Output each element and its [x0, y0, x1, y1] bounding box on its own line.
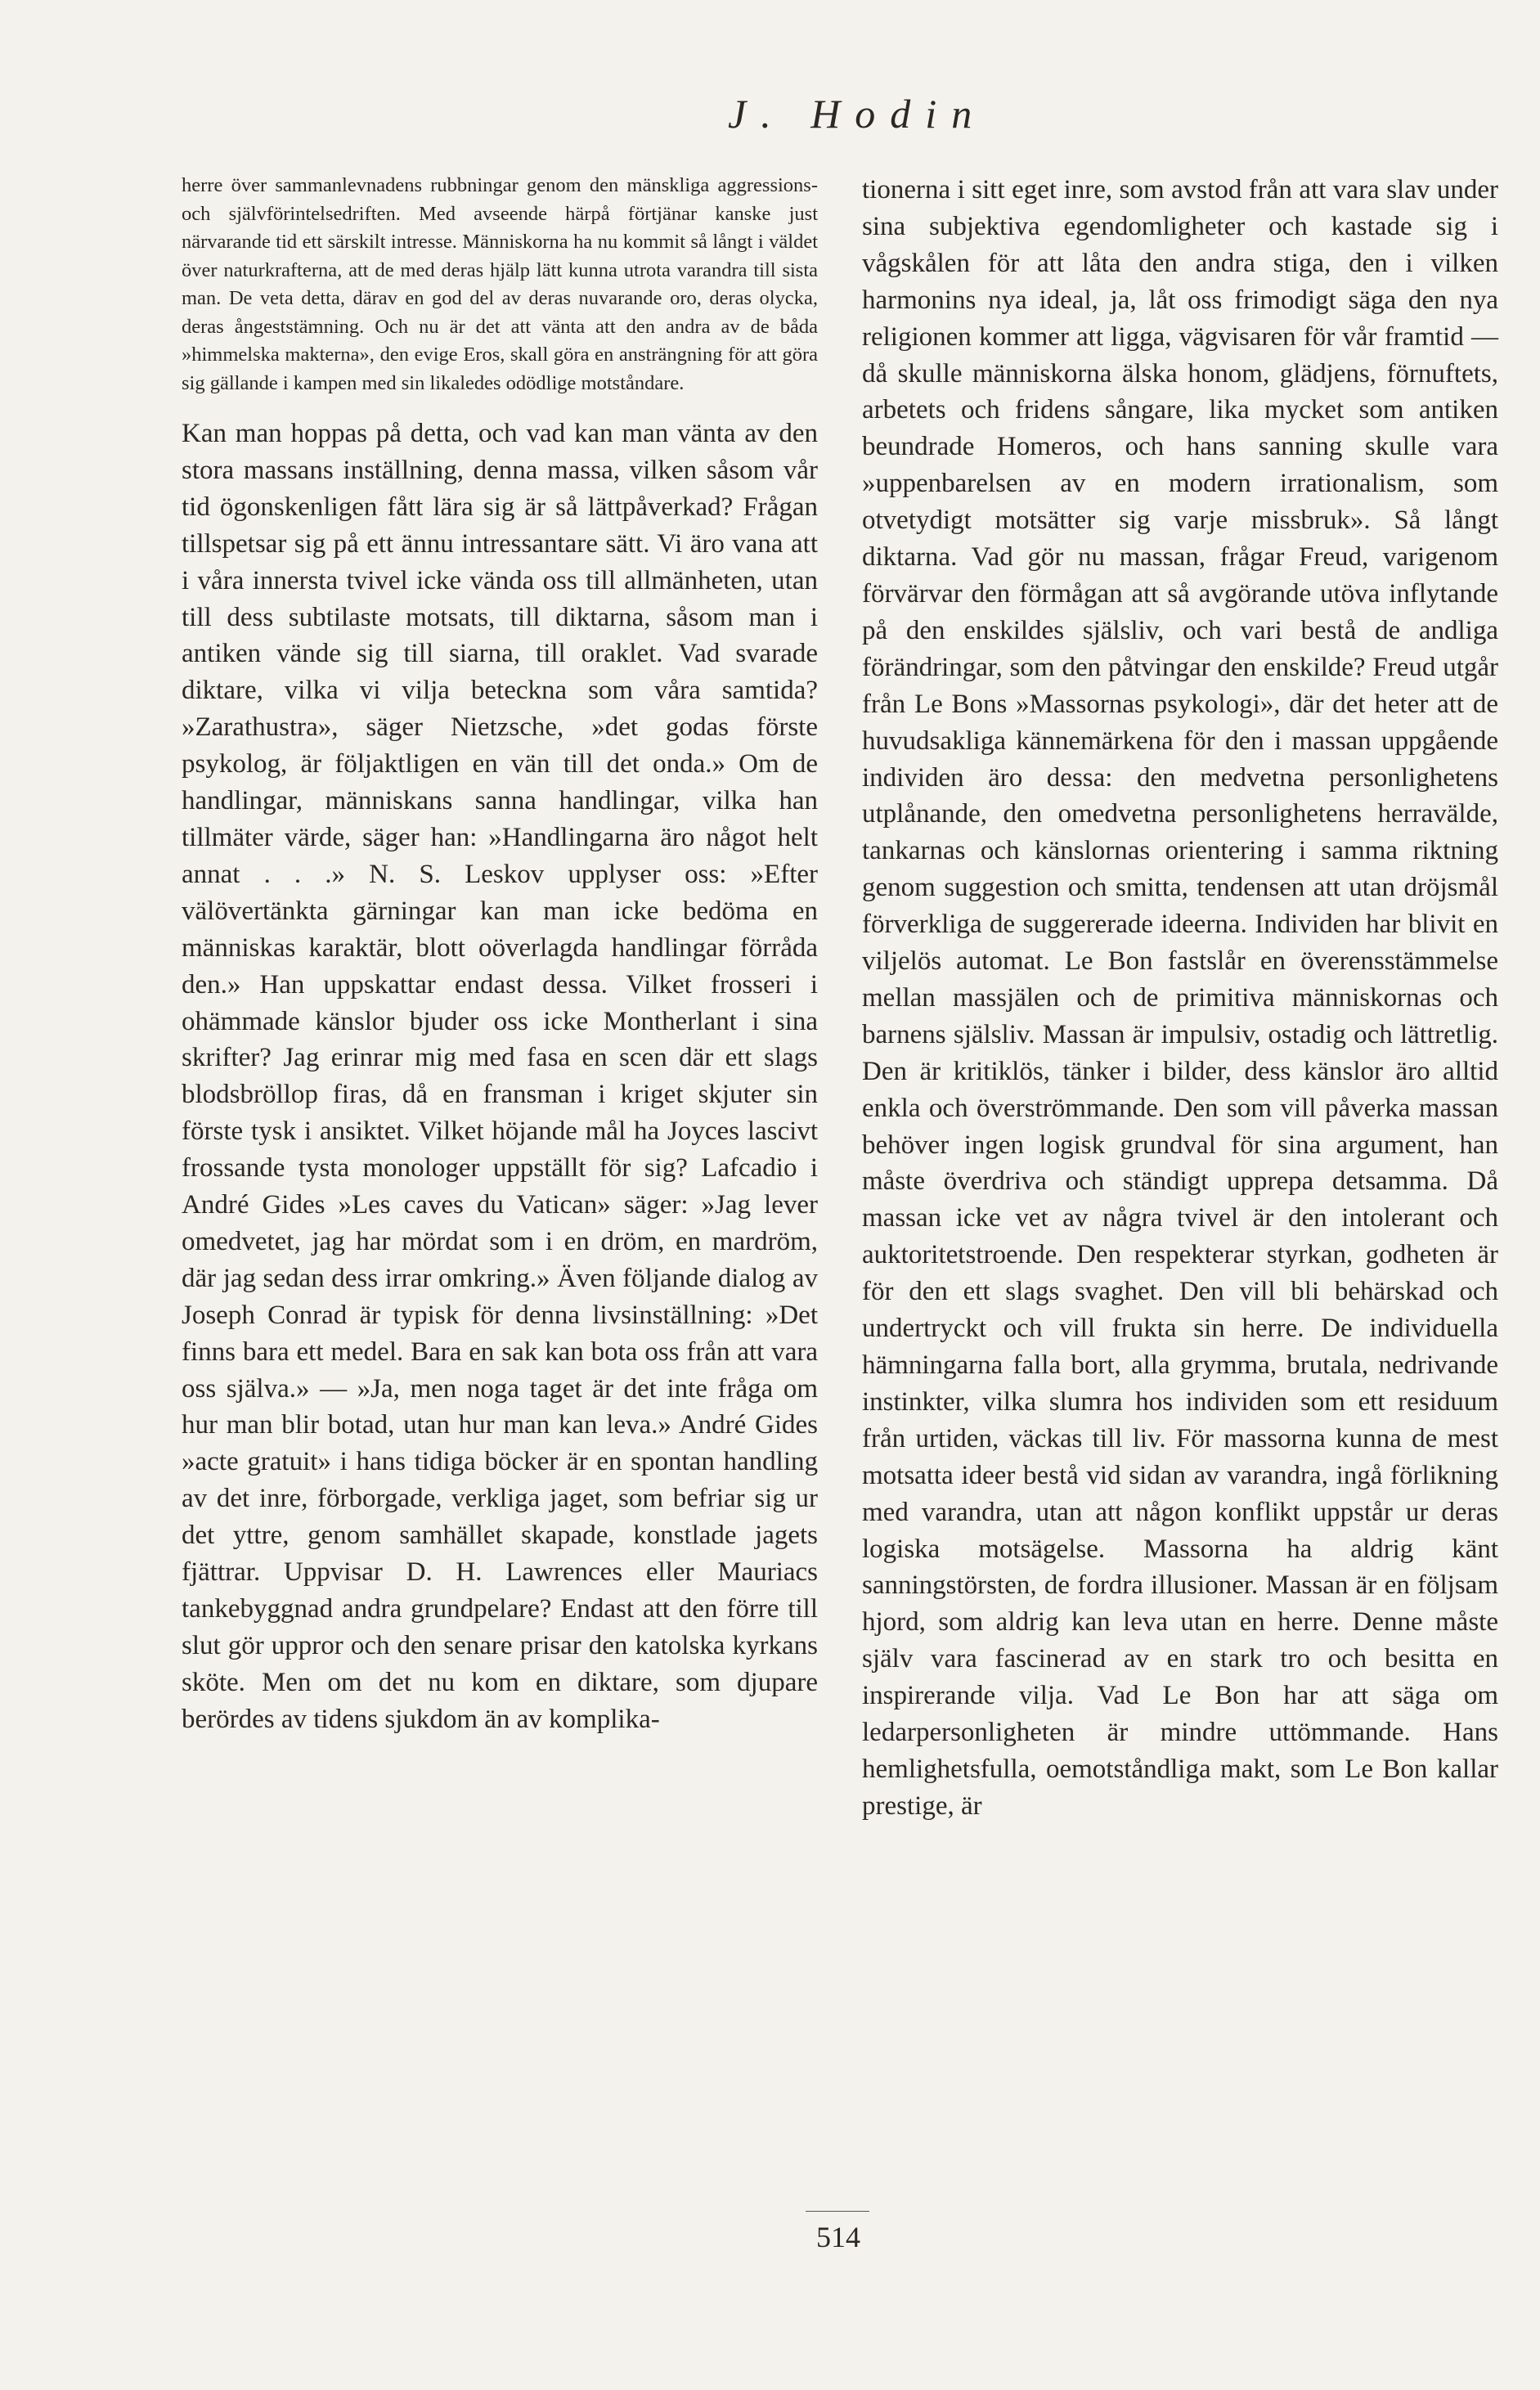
body-paragraph-left: Kan man hoppas på detta, och vad kan man vänta av den stora massans inställning, denna massa, vilken såsom vår tid ögonskenligen fått lära sig är så lättpåverkad? Frågan tillspetsar sig på ett ännu intressantare sätt. Vi äro vana att i våra innersta tvivel icke vända oss till allmänheten, utan till dess subtilaste motsats, till diktarna, såsom man i antiken vände sig till siarna, till oraklet. Vad svarade diktare, vilka vi vilja beteckna som våra samtida? »Zarathustra», säger Nietzsche, »det godas förste psykolog, är följaktligen en vän till det onda.» Om de handlingar, människans sanna handlingar, vilka han tillmäter värde, säger han: »Handlingarna äro något helt annat . . .» N. S. Leskov upplyser oss: »Efter välövertänkta gärningar kan man icke bedöma en människas karaktär, blott oöverlagda handlingar förråda den.» Han uppskattar endast dessa. Vilket frosseri i ohämmade känslor bjuder oss icke Montherlant i sina skrifter? Jag erinrar mig med fasa en scen där ett slags blodsbröllop firas, då en fransman i kriget skjuter sin förste tysk i ansiktet. Vilket höjande mål ha Joyces lascivt frossande tysta monologer uppställt för sig? Lafcadio i André Gides »Les caves du Vatican» säger: »Jag lever omedvetet, jag har mördat som i en dröm, en mardröm, där jag sedan dess irrar omkring.» Även följande dialog av Joseph Conrad är typisk för denna livsinställning: »Det finns bara ett medel. Bara en sak kan bota oss från att vara oss själva.» — »Ja, men noga taget är det inte fråga om hur man blir botad, utan hur man kan leva.» André Gides »acte gratuit» i hans tidiga böcker är en spontan handling av det inre, förborgade, verkliga jaget, som befriar sig ur det yttre, genom samhället skapade, konstlade jagets fjättrar. Uppvisar D. H. Lawrences eller Mauriacs tankebyggnad andra grundpelare? Endast att den förre till slut gör uppror och den senare prisar den katolska kyrkans sköte. Men om det nu kom en diktare, som djupare berördes av tidens sjukdom än av komplika- [182, 419, 818, 1734]
body-paragraph-right: tionerna i sitt eget inre, som avstod från att vara slav under sina subjektiva egendomligheter och kastade sig i vågskålen för att låta den andra stiga, den i vilken harmonins nya ideal, ja, låt oss frimodigt säga den nya religionen kommer att ligga, vägvisaren för vår framtid — då skulle människorna älska honom, glädjens, förnuftets, arbetets och fridens sångare, lika mycket som antiken beundrade Homeros, och hans sanning skulle vara »uppenbarelsen av en modern irrationalism, som otvetydigt motsätter sig varje missbruk». Så långt diktarna. Vad gör nu massan, frågar Freud, varigenom förvärvar den förmågan att så avgörande utöva inflytande på den enskildes själsliv, och vari bestå de andliga förändringar, som den påtvingar den enskilde? Freud utgår från Le Bons »Massornas psykologi», där det heter att de huvudsakliga kännemärkena för den i massan uppgående individen äro dessa: den medvetna personlighetens utplånande, den omedvetna personlighetens herravälde, tankarnas och känslornas orientering i samma riktning genom suggestion och smitta, tendensen att utan dröjsmål förverkliga de suggererade ideerna. Individen har blivit en viljelös automat. Le Bon fastslår en överensstämmelse mellan massjälen och de primitiva människornas och barnens själsliv. Massan är impulsiv, ostadig och lättretlig. Den är kritiklös, tänker i bilder, dess känslor äro alltid enkla och överströmmande. Den som vill påverka massan behöver ingen logisk grundval för sina argument, han måste överdriva och ständigt upprepa detsamma. Då massan icke vet av några tvivel är den intolerant och auktoritetstroende. Den respekterar styrkan, godheten är för den ett slags svaghet. Den vill bli behärskad och undertryckt och vill frukta sin herre. De individuella hämningarna falla bort, alla grymma, brutala, nedrivande instinkter, vilka slumra hos individen som ett residuum från urtiden, väckas till liv. För massorna kunna de mest motsatta ideer bestå vid sidan av varandra, ingå förlikning med varandra, utan att någon konflikt uppstår ur deras logiska motsägelse. Massorna ha aldrig känt sanningstörsten, de fordra illusioner. Massan är en följsam hjord, som aldrig kan leva utan en herre. Denne måste själv vara fascinerad av en stark tro och besitta en inspirerande vilja. Vad Le Bon har att säga om ledarpersonligheten är mindre uttömmande. Hans hemlighetsfulla, oemotståndliga makt, som Le Bon kallar prestige, är [862, 175, 1498, 1821]
quoted-passage: herre över sammanlevnadens rubbningar genom den mänskliga aggressions- och självförintelsedriften. Med avseende härpå förtjänar kanske just närvarande tid ett särskilt intresse. Människorna ha nu kommit så långt i väldet över naturkrafterna, att de med deras hjälp lätt kunna utrota varandra till sista man. De veta detta, därav en god del av deras nuvarande oro, deras olycka, deras ångeststämning. Och nu är det att vänta att den andra av de båda »himmelska makterna», den evige Eros, skall göra en ansträngning för att göra sig gällande i kampen med sin likaledes odödlige motståndare. [182, 174, 818, 394]
running-head: J. Hodin [728, 91, 987, 137]
footer-rule [806, 2211, 869, 2212]
right-column [862, 172, 1498, 1825]
left-column [182, 172, 818, 1738]
page-number: 514 [816, 2221, 860, 2253]
